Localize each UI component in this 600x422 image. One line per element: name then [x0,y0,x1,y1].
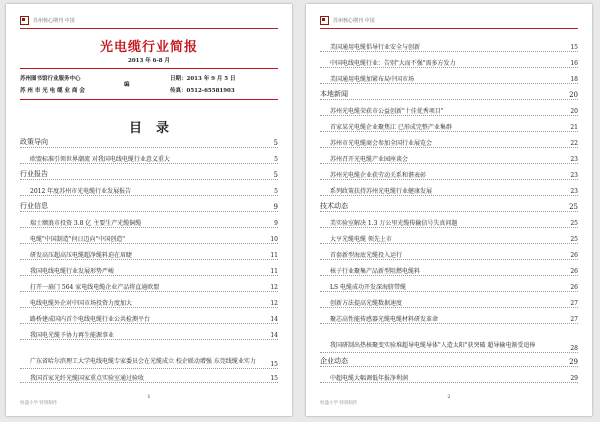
toc-entry-page: 23 [570,188,578,195]
logo-icon [320,16,329,25]
toc-entry[interactable] [320,262,578,276]
header-rule [20,28,278,29]
toc-entry-page: 22 [570,140,578,147]
toc-entry-page: 12 [270,300,278,307]
toc-entry[interactable] [20,262,278,276]
toc-entry[interactable] [320,150,578,164]
page-number: 1 [147,394,151,400]
toc-entry-page: 9 [274,220,278,227]
toc-entry-title: 核子行业聚集产品新型阻燃电缆料 [330,268,421,275]
toc-entry[interactable] [320,102,578,116]
toc-entry[interactable] [320,134,578,148]
publisher-name: 苏州图书馆行业服务中心 [20,76,81,82]
toc-entry[interactable] [20,342,278,369]
toc-section[interactable] [20,166,278,180]
toc-entry-page: 11 [270,252,278,259]
toc-entry[interactable] [320,182,578,196]
toc-entry-title: 瑞士额浪市投资 3.8 亿 主要生产光缆铜缆 [30,220,142,227]
toc-section[interactable] [320,353,578,367]
issue-period: 2013 年 6-8 月 [128,58,170,64]
header-rule [320,28,578,29]
toc-entry-title: 打开一扇门 564 家电线电缆企业产品将直通欧盟 [30,284,160,291]
toc-entry-title: 中国电线电缆行业：告别"大而不强"需多方发力 [330,60,456,67]
page-header [320,14,375,26]
toc-entry-page: 25 [569,203,578,211]
toc-entry-title: 本地新闻 [320,90,348,98]
toc-entry[interactable] [320,38,578,52]
toc-entry-page: 15 [270,375,278,382]
toc-entry[interactable] [20,278,278,292]
toc-entry-page: 28 [570,345,578,352]
toc-entry-page: 27 [570,316,578,323]
toc-entry-title: 行业报告 [20,170,48,178]
toc-entry-title: 美国通用电缆加紧布局中国市场 [330,76,415,83]
toc-entry-page: 20 [569,91,578,99]
toc-entry-title: 2012 年度苏州市光电缆行业发展报告 [30,188,132,195]
toc-entry-page: 25 [570,220,578,227]
page-header [20,14,75,26]
header-text: 苏州核心期刊 中国 [33,17,75,24]
toc-entry-title: 系列政策扶持苏州光电缆行业健康发展 [330,188,433,195]
page-title: 光电缆行业简报 [99,40,198,55]
toc-entry-page: 16 [570,60,578,67]
toc-entry-title: LS 电缆成功开发深海脐带缆 [330,284,407,291]
toc-entry[interactable] [320,118,578,132]
toc-entry-title: 苏州召开光电缆产业园座谈会 [330,156,409,163]
toc-entry[interactable] [20,182,278,196]
toc-entry-title: 美国通用电缆倡导行业安全与创新 [330,44,421,51]
toc-list [320,38,578,388]
toc-entry[interactable] [320,294,578,308]
toc-entry-page: 11 [270,268,278,275]
toc-entry[interactable] [320,246,578,260]
toc-entry[interactable] [20,230,278,244]
toc-entry-title: 大亨光缆电缆 领先上市 [330,236,392,243]
toc-entry-page: 14 [270,332,278,339]
title-rule-bottom [20,99,278,100]
toc-entry[interactable] [320,54,578,68]
toc-entry-page: 20 [570,108,578,115]
toc-entry[interactable] [20,369,278,383]
title-rule-top [20,68,278,69]
toc-list [20,134,278,394]
toc-entry-title: 苏州市光电缆商会参加全国行业展览会 [330,140,433,147]
toc-entry-title: 路桥建成国内首个电线电缆行业公共检测平台 [30,316,151,323]
toc-entry[interactable] [320,369,578,383]
toc-entry[interactable] [20,310,278,324]
toc-entry-page: 29 [569,358,578,366]
page-footer: 恒盛小学 特别制作 [20,401,58,406]
toc-entry-title: 电缆"中国制造"何日迈向"中国创造" [30,236,126,243]
logo-icon [20,16,29,25]
page-left [6,4,292,416]
toc-entry-title: 欧盟标准引领世界潮流 对我国电线电缆行业意义重大 [30,156,170,163]
toc-entry-title: 政策导向 [20,138,48,146]
chamber-name: 苏 州 市 光 电 缆 业 商 会 [20,88,85,94]
issue-date: 日期：2013 年 9 月 5 日 [170,76,236,82]
toc-entry[interactable] [320,278,578,292]
toc-entry-title: 企业动态 [320,357,348,365]
toc-section[interactable] [320,198,578,212]
toc-entry[interactable] [20,150,278,164]
toc-entry-title: 聚芯高性能传感器光缆电缆材料研发革命 [330,316,439,323]
toc-entry-page: 15 [570,44,578,51]
toc-entry-page: 9 [273,203,278,211]
toc-entry[interactable] [20,214,278,228]
toc-entry-title: 苏州光电缆企业获劳动关系和谐表彰 [330,172,427,179]
toc-entry-title: 行业信息 [20,202,48,210]
toc-entry-title: 研发高压超高压电缆超净缆料迫在眉睫 [30,252,133,259]
toc-entry-title: 技术动态 [320,202,348,210]
toc-entry-page: 5 [273,171,278,179]
toc-entry-page: 25 [570,236,578,243]
toc-entry-title: 我国研制出热核聚变实验堆超导电缆导体"人造太阳"获突破 超导输电渐受追捧 [330,342,536,349]
toc-entry[interactable] [320,214,578,228]
toc-entry[interactable] [20,294,278,308]
toc-entry-page: 18 [570,76,578,83]
toc-entry[interactable] [320,310,578,324]
toc-entry-page: 26 [570,284,578,291]
toc-section[interactable] [320,86,578,100]
toc-entry-title: 中超电缆大幅调低年报净利润 [330,375,409,382]
toc-entry[interactable] [320,70,578,84]
toc-entry-page: 10 [270,236,278,243]
toc-entry-page: 26 [570,252,578,259]
toc-entry-page: 27 [570,300,578,307]
page-footer: 恒盛小学 特别制作 [320,401,358,406]
toc-section[interactable] [20,198,278,212]
toc-entry-page: 5 [274,156,278,163]
toc-entry-page: 21 [570,124,578,131]
toc-entry-title: 苏州光电缆荣获市公益创新"十佳优秀项目" [330,108,444,115]
toc-entry-page: 26 [570,268,578,275]
publisher-suffix: 编 [124,82,130,88]
toc-entry-title: 广东省哈尔滨理工大学电线电缆专家委员会在光缆成立 校企联动增强 东莞线缆业实力 [30,358,256,365]
toc-entry-title: 电线电缆外企对中国市场投资力度加大 [30,300,133,307]
toc-entry[interactable] [20,326,278,340]
toc-entry-page: 29 [570,375,578,382]
toc-entry-page: 15 [270,361,278,368]
toc-entry-title: 我国电光缆予协力再生能源事业 [30,332,115,339]
page-number: 2 [447,394,451,400]
page-right [306,4,592,416]
toc-entry-title: 我国电线电缆行业发展形势严峻 [30,268,115,275]
toc-entry[interactable] [20,246,278,260]
toc-entry-title: 创新方法提高光缆数据速度 [330,300,403,307]
toc-section[interactable] [20,134,278,148]
toc-entry-page: 23 [570,172,578,179]
toc-entry[interactable] [320,326,578,353]
toc-entry-page: 23 [570,156,578,163]
toc-entry[interactable] [320,230,578,244]
toc-entry-title: 首套新型海底光缆投入运行 [330,252,403,259]
toc-entry-page: 12 [270,284,278,291]
toc-entry[interactable] [320,166,578,180]
toc-entry-title: 首家某光电缆企业聚焦江 已形成完整产业集群 [330,124,452,131]
header-text: 苏州核心期刊 中国 [333,17,375,24]
toc-title: 目录 [128,121,183,136]
toc-entry-page: 14 [270,316,278,323]
toc-entry-page: 5 [274,188,278,195]
toc-entry-title: 我国首家光纤光缆国家重点实验室通过验收 [30,375,145,382]
toc-entry-page: 5 [273,139,278,147]
toc-entry-title: 美实验室解决 1.3 万公里光缆传输信号失真问题 [330,220,458,227]
fax-number: 传真：0512-65581903 [170,88,235,94]
